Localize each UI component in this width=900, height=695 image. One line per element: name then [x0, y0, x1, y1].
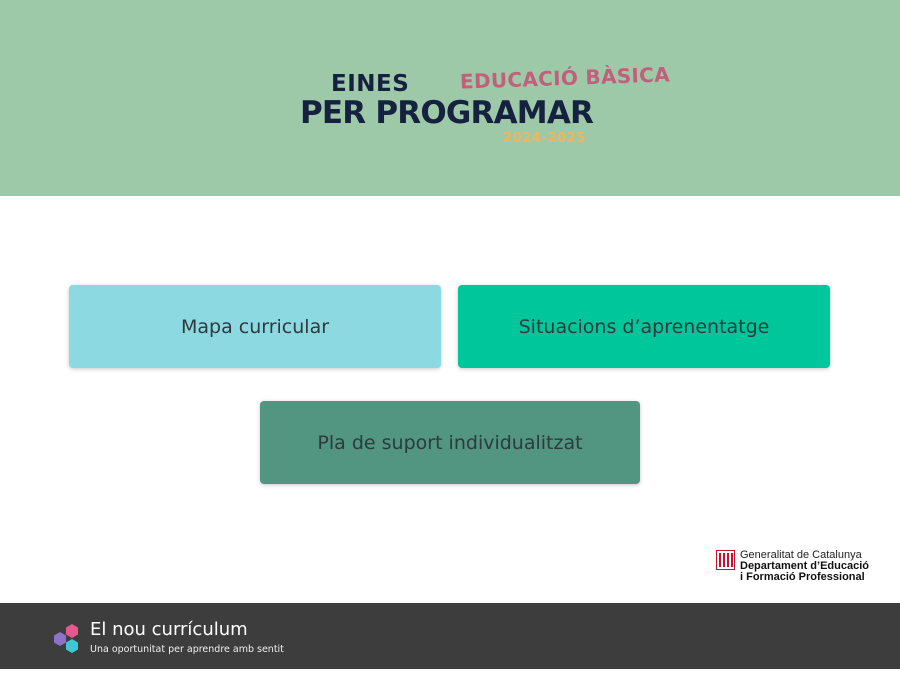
department-name-line2: i Formació Professional — [740, 571, 865, 583]
footer-bar — [0, 603, 900, 669]
footer-subtitle: Una oportunitat per aprendre amb sentit — [90, 644, 284, 655]
generalitat-name: Generalitat de Catalunya — [740, 549, 862, 561]
logo-years: 2024-2025 — [503, 131, 587, 146]
eines-per-programar-logo — [0, 0, 900, 196]
footer-title: El nou currículum — [90, 619, 248, 640]
logo-line-per-programar: PER PROGRAMAR — [300, 95, 594, 131]
situacions-aprenentatge-label: Situacions d’aprenentatge — [518, 315, 770, 338]
mapa-curricular-button[interactable] — [69, 285, 441, 368]
logo-tag-educacio-basica: EDUCACIÓ BÀSICA — [459, 62, 671, 94]
pla-suport-individualitzat-label: Pla de suport individualitzat — [317, 431, 583, 454]
situacions-aprenentatge-button[interactable] — [458, 285, 830, 368]
hexagon-cluster-icon — [50, 623, 82, 655]
logo-line-eines: EINES — [331, 71, 410, 97]
mapa-curricular-label: Mapa curricular — [180, 315, 330, 338]
header-banner — [0, 0, 900, 196]
pla-suport-individualitzat-button[interactable] — [260, 401, 640, 484]
generalitat-logo[interactable] — [716, 549, 876, 585]
senyera-emblem-icon — [716, 550, 735, 570]
department-name-line1: Departament d’Educació — [740, 560, 869, 572]
